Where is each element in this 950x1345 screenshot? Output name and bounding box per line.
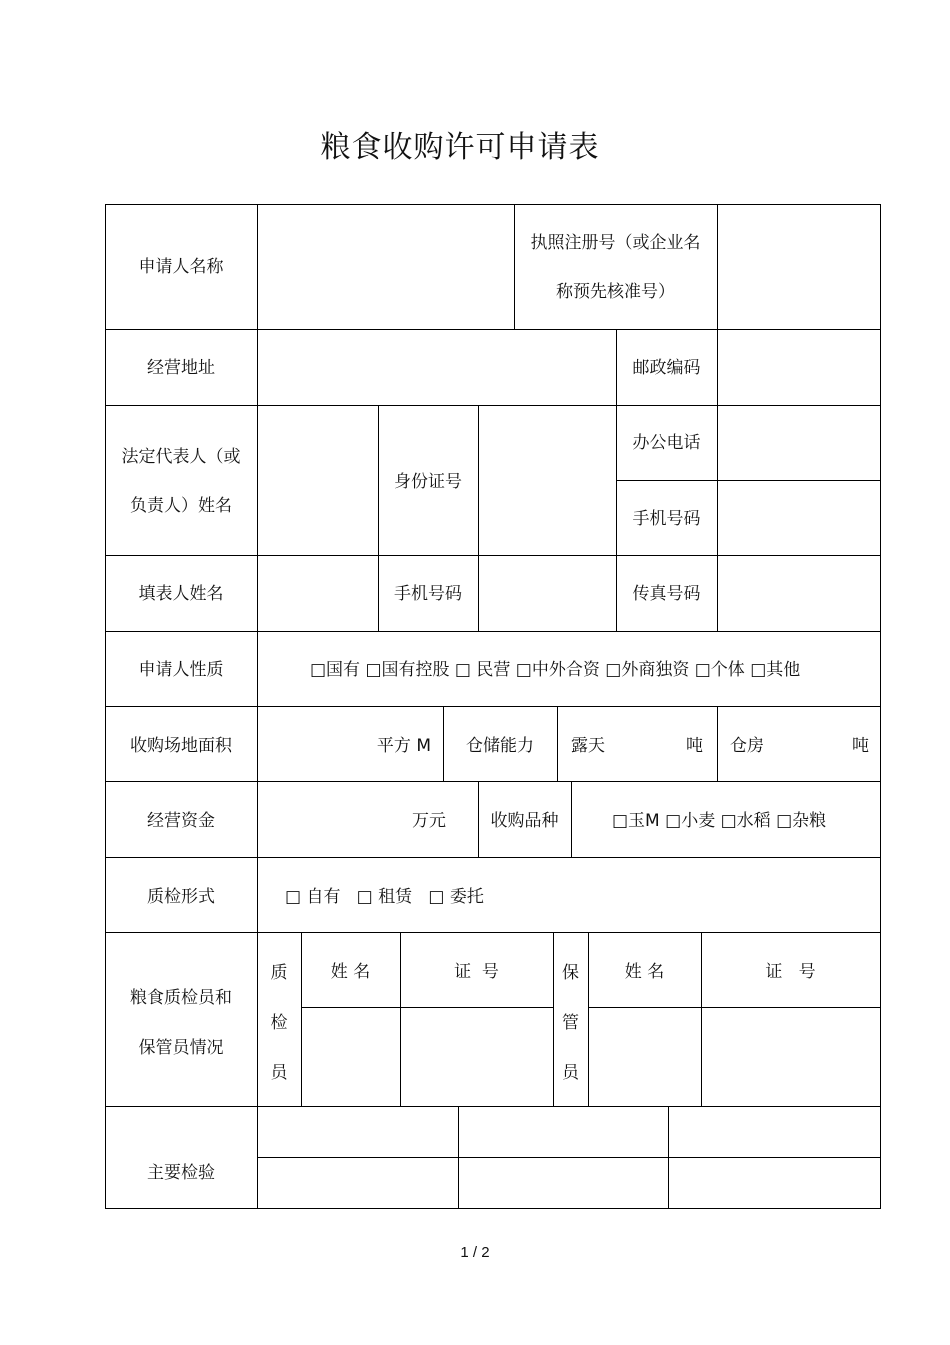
- inspector-vertical-1: 质: [270, 963, 288, 983]
- page-number: 1 / 2: [460, 1244, 490, 1261]
- license-number-label-line1: 执照注册号（或企业名: [530, 233, 701, 253]
- capital-unit: 万元: [412, 811, 446, 831]
- license-number-label-line2: 称预先核准号）: [556, 282, 675, 302]
- keeper-name-header: 姓 名: [624, 962, 665, 982]
- row-divider: [616, 480, 881, 481]
- column-divider: [668, 1106, 669, 1208]
- quality-check-form-label: 质检形式: [147, 887, 215, 907]
- row-divider: [105, 781, 881, 782]
- keeper-vertical-1: 保: [562, 963, 579, 983]
- column-divider: [571, 781, 572, 857]
- mobile-label: 手机号码: [632, 509, 701, 529]
- office-phone-label: 办公电话: [632, 433, 701, 453]
- column-divider: [257, 204, 258, 1209]
- table-border-bottom: [105, 1208, 881, 1209]
- operating-capital-label: 经营资金: [147, 811, 215, 831]
- open-air-label: 露天: [571, 736, 605, 756]
- table-border-left: [105, 204, 106, 1209]
- purchase-variety-options[interactable]: □玉M □小麦 □水稻 □杂粮: [612, 811, 827, 831]
- keeper-vertical-2: 管: [562, 1013, 579, 1033]
- legal-rep-label-line1: 法定代表人（或: [121, 447, 241, 467]
- column-divider: [588, 932, 589, 1106]
- column-divider: [458, 1106, 459, 1208]
- storage-capacity-label: 仓储能力: [466, 736, 534, 756]
- business-address-label: 经营地址: [147, 358, 215, 378]
- keeper-cert-header: 证 号: [765, 962, 816, 982]
- keeper-vertical-3: 员: [562, 1063, 579, 1083]
- row-divider: [105, 631, 881, 632]
- open-air-ton-unit: 吨: [686, 736, 703, 756]
- staff-info-label-line2: 保管员情况: [138, 1038, 224, 1058]
- quality-check-form-options[interactable]: □ 自有 □ 租赁 □ 委托: [285, 887, 484, 907]
- filler-name-label: 填表人姓名: [138, 584, 224, 604]
- row-divider: [105, 329, 881, 330]
- row-divider: [105, 857, 881, 858]
- table-border-top: [105, 204, 881, 205]
- warehouse-ton-unit: 吨: [852, 736, 869, 756]
- row-divider: [301, 1007, 554, 1008]
- column-divider: [557, 706, 558, 781]
- column-divider: [717, 706, 718, 781]
- site-area-unit: 平方 M: [376, 736, 431, 756]
- column-divider: [514, 204, 515, 329]
- applicant-nature-label: 申请人性质: [138, 660, 224, 680]
- site-area-label: 收购场地面积: [130, 736, 232, 756]
- table-border-right: [880, 204, 881, 1209]
- page-title: 粮食收购许可申请表: [320, 130, 600, 165]
- purchase-variety-label: 收购品种: [490, 811, 559, 831]
- row-divider: [105, 555, 881, 556]
- column-divider: [701, 932, 702, 1106]
- staff-info-label-line1: 粮食质检员和: [130, 988, 232, 1008]
- legal-rep-label-line2: 负责人）姓名: [130, 496, 232, 516]
- filler-mobile-label: 手机号码: [394, 584, 462, 604]
- warehouse-label: 仓房: [730, 736, 764, 756]
- inspector-cert-header: 证 号: [454, 962, 499, 982]
- row-divider: [588, 1007, 881, 1008]
- applicant-nature-options[interactable]: □国有 □国有控股 □ 民营 □中外合资 □外商独资 □个体 □其他: [310, 660, 801, 680]
- column-divider: [717, 405, 718, 631]
- main-inspection-label: 主要检验: [147, 1163, 215, 1183]
- fax-label: 传真号码: [632, 584, 701, 604]
- inspector-vertical-2: 检: [270, 1013, 288, 1033]
- row-divider: [105, 405, 881, 406]
- id-number-label: 身份证号: [394, 472, 462, 492]
- inspector-vertical-3: 员: [270, 1063, 288, 1083]
- column-divider: [400, 932, 401, 1106]
- column-divider: [717, 204, 718, 329]
- applicant-name-label: 申请人名称: [138, 257, 224, 277]
- row-divider: [105, 706, 881, 707]
- row-divider: [258, 1157, 881, 1158]
- postcode-label: 邮政编码: [632, 358, 701, 378]
- column-divider: [301, 932, 302, 1106]
- row-divider: [105, 932, 881, 933]
- column-divider: [478, 405, 479, 631]
- column-divider: [717, 329, 718, 405]
- row-divider: [105, 1106, 881, 1107]
- inspector-name-header: 姓 名: [330, 962, 371, 982]
